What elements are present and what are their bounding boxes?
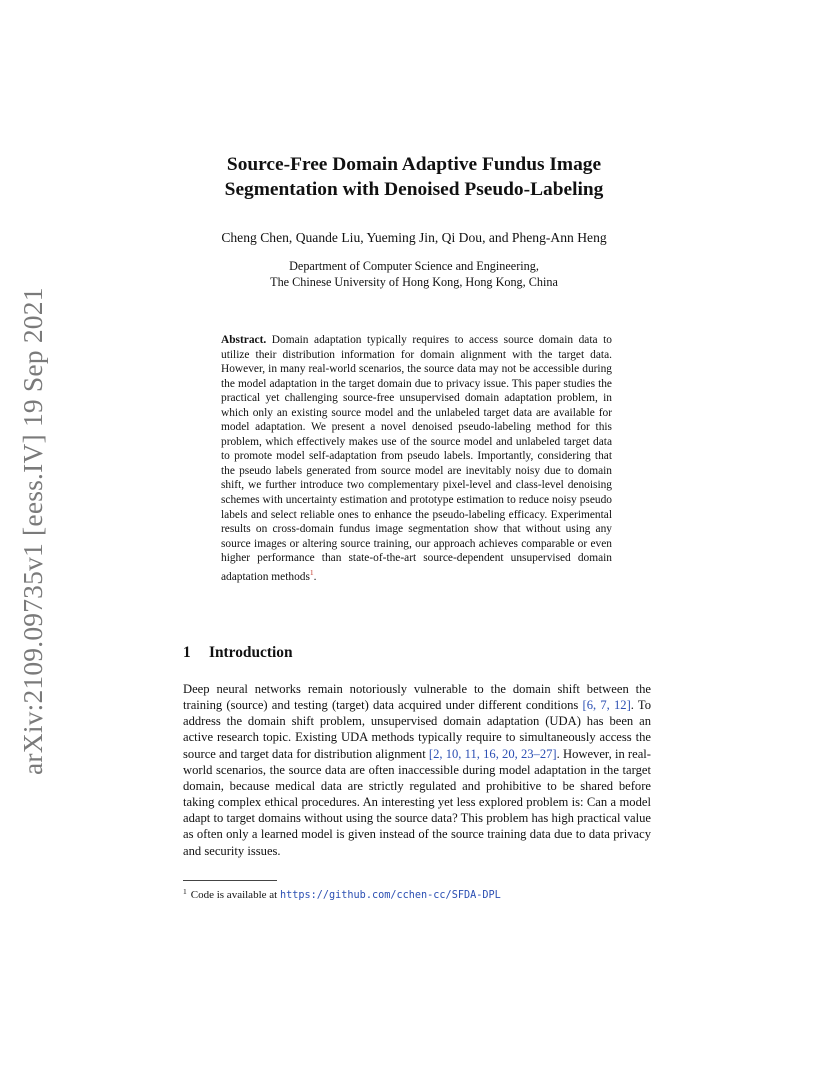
abstract [221, 333, 612, 584]
abstract-text: Domain adaptation typically requires to access source domain data to utilize their distribution information for domain alignment with the target data. However, in many real-world scenarios, the source data may not be accessible during the model adaptation in the target domain due to privacy issue. This paper studies the practical yet challenging source-free unsupervised domain adaptation problem, in which only an existing source model and the unlabeled target data are available for model adaptation. We present a novel denoised pseudo-labeling method for this problem, which effectively makes use of the source model and unlabeled target data to promote model self-adaptation from pseudo labels. Importantly, considering that the pseudo labels generated from source model are inevitably noisy due to domain shift, we further introduce two complementary pixel-level and class-level denoising schemes with uncertainty estimation and prototype estimation to reduce noisy pseudo labels and select reliable ones to enhance the pseudo-labeling efficacy. Experimental results on cross-domain fundus image segmentation show that without using any source images or altering source training, our approach achieves comparable or even higher performance than state-of-the-art source-dependent unsupervised domain adaptation methods [221, 334, 612, 583]
author-list: Cheng Chen, Quande Liu, Yueming Jin, Qi Dou, and Pheng-Ann Heng [221, 230, 607, 245]
abstract-end: . [313, 570, 317, 583]
abstract-label: Abstract. [221, 334, 267, 346]
paper-title [0, 152, 828, 202]
section-heading-introduction [183, 644, 293, 662]
section-title: Introduction [209, 644, 293, 661]
affiliation-line-1: Department of Computer Science and Engineering, [289, 259, 539, 273]
affiliation [0, 259, 828, 290]
footnote [183, 885, 501, 903]
title-line-1: Source-Free Domain Adaptive Fundus Image [226, 154, 602, 175]
footnote-mark: 1 [183, 887, 187, 896]
footnote-text: Code is available at [190, 889, 280, 901]
citation-link[interactable]: [2, 10, 11, 16, 20, 23–27] [428, 746, 557, 761]
affiliation-line-2: The Chinese University of Hong Kong, Hong Kong, China [270, 274, 558, 289]
intro-text-part-3: . However, in real-world scenarios, the source data are often inaccessible during model adaptation in the target domain, because medical data are strictly regulated and prohibitive to be shared before taking complex ethical procedures. An interesting yet less explored problem is: Can a model adapt to target domains without using the source data? This problem has high practical value as often only a learned model is given instead of the source training data due to data privacy and security issues. [183, 746, 652, 858]
citation-link[interactable]: [6, 7, 12] [582, 698, 631, 713]
title-line-2: Segmentation with Denoised Pseudo-Labeling [224, 179, 604, 200]
arxiv-identifier-stamp: arXiv:2109.09735v1 [eess.IV] 19 Sep 2021 [17, 287, 48, 775]
footnote-reference[interactable]: 1 [309, 567, 314, 577]
introduction-paragraph [183, 681, 651, 859]
footnote-separator [183, 880, 277, 881]
section-number: 1 [183, 644, 191, 661]
intro-text-part-2: . To address the domain shift problem, unsupervised domain adaptation (UDA) has been an active research topic. Existing UDA methods typically require to simultaneously access the source and target data for distribution alignment [183, 698, 652, 761]
code-url-link[interactable]: https://github.com/cchen-cc/SFDA-DPL [279, 890, 501, 901]
intro-text-part-1: Deep neural networks remain notoriously vulnerable to the domain shift between the training (source) and testing (target) data acquired under different conditions [183, 682, 651, 713]
